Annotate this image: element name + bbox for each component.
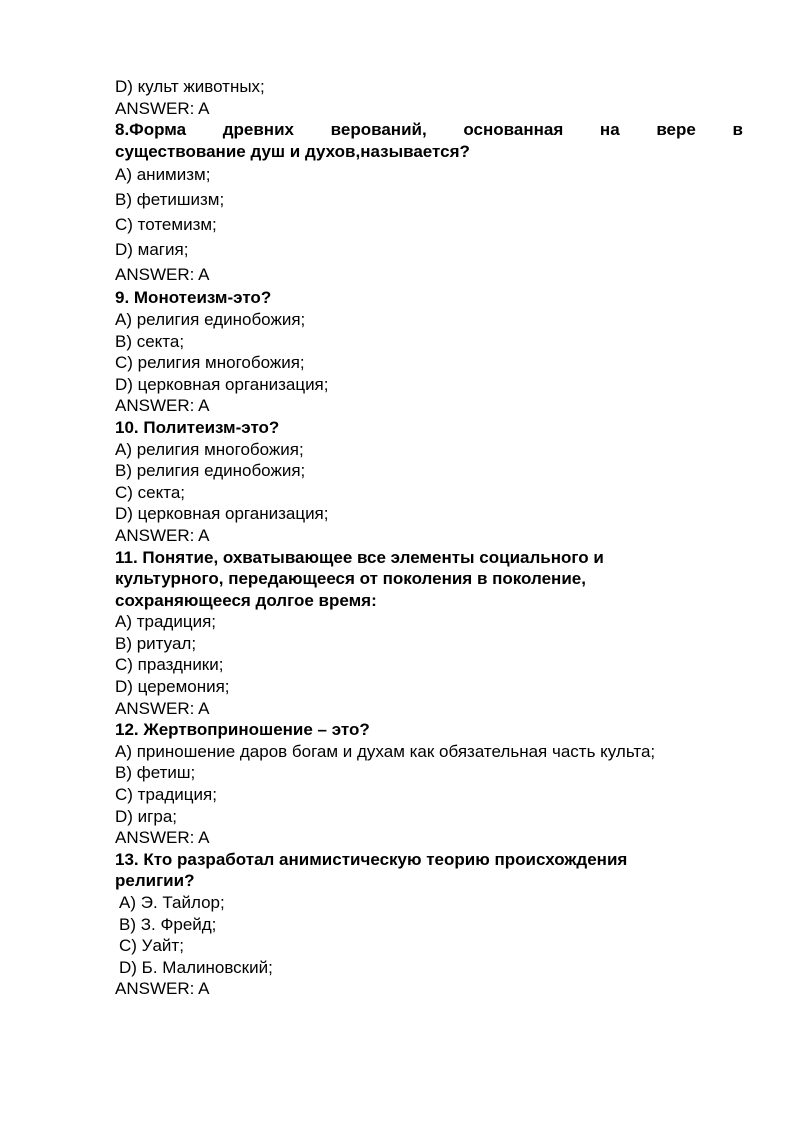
question-8	[115, 119, 743, 287]
question-9-option-c: C) религия многобожия;	[115, 353, 305, 373]
question-12-option-a: A) приношение даров богам и духам как обязательная часть культа;	[115, 741, 656, 761]
question-8-option-a: A) анимизм;	[115, 165, 211, 185]
question-11-answer: ANSWER: A	[115, 698, 210, 718]
question-10-option-c: C) секта;	[115, 482, 186, 502]
question-11-option-a: A) традиция;	[115, 612, 216, 632]
document-page	[115, 76, 743, 1000]
question-9-option-d: D) церковная организация;	[115, 374, 329, 394]
question-13-option-a: A) Э. Тайлор;	[119, 893, 225, 912]
question-11-option-d: D) церемония;	[115, 677, 230, 697]
question-9-answer: ANSWER: A	[115, 396, 210, 416]
question-9-title: 9. Монотеизм-это?	[115, 288, 272, 308]
question-10-answer: ANSWER: A	[115, 525, 210, 545]
question-8-option-b: B) фетишизм;	[115, 190, 225, 210]
question-11-title-line1: 11. Понятие, охватывающее все элементы социального и	[115, 547, 604, 567]
question-10	[115, 417, 743, 547]
question-13-title-line2: религии?	[115, 871, 195, 891]
question-11-title-line2: культурного, передающееся от поколения в поколение,	[115, 569, 586, 589]
prev-option-d: D) культ животных;	[115, 77, 265, 96]
question-11-title-line3: сохраняющееся долгое время:	[115, 590, 377, 610]
question-10-title: 10. Политеизм-это?	[115, 417, 280, 437]
question-8-answer: ANSWER: A	[115, 265, 210, 285]
question-13-title-line1: 13. Кто разработал анимистическую теорию происхождения	[115, 849, 628, 869]
question-9-option-a: A) религия единобожия;	[115, 309, 306, 329]
question-8-option-c: C) тотемизм;	[115, 215, 217, 235]
question-12	[115, 719, 743, 849]
question-12-option-c: C) традиция;	[115, 785, 217, 805]
question-13	[115, 849, 743, 1000]
question-12-answer: ANSWER: A	[115, 828, 210, 848]
question-9	[115, 287, 743, 417]
question-13-answer: ANSWER: A	[115, 979, 210, 999]
question-10-option-a: A) религия многобожия;	[115, 439, 304, 459]
question-13-option-d: D) Б. Малиновский;	[119, 957, 273, 977]
question-8-title-line1: 8.Форма древних верований, основанная на вере в	[115, 120, 743, 140]
question-11-option-b: B) ритуал;	[115, 633, 197, 653]
prev-answer: ANSWER: A	[115, 98, 210, 118]
question-8-title-line2: существование душ и духов,называется?	[115, 141, 470, 161]
question-11	[115, 547, 743, 720]
question-12-option-b: B) фетиш;	[115, 763, 196, 783]
question-9-option-b: B) секта;	[115, 331, 185, 351]
question-10-option-b: B) религия единобожия;	[115, 461, 306, 481]
question-13-option-b: B) З. Фрейд;	[119, 914, 217, 934]
question-12-option-d: D) игра;	[115, 806, 177, 826]
question-13-option-c: C) Уайт;	[119, 936, 184, 956]
question-8-option-d: D) магия;	[115, 240, 189, 260]
question-11-option-c: C) праздники;	[115, 655, 224, 675]
question-10-option-d: D) церковная организация;	[115, 504, 329, 524]
question-12-title: 12. Жертвоприношение – это?	[115, 720, 370, 740]
